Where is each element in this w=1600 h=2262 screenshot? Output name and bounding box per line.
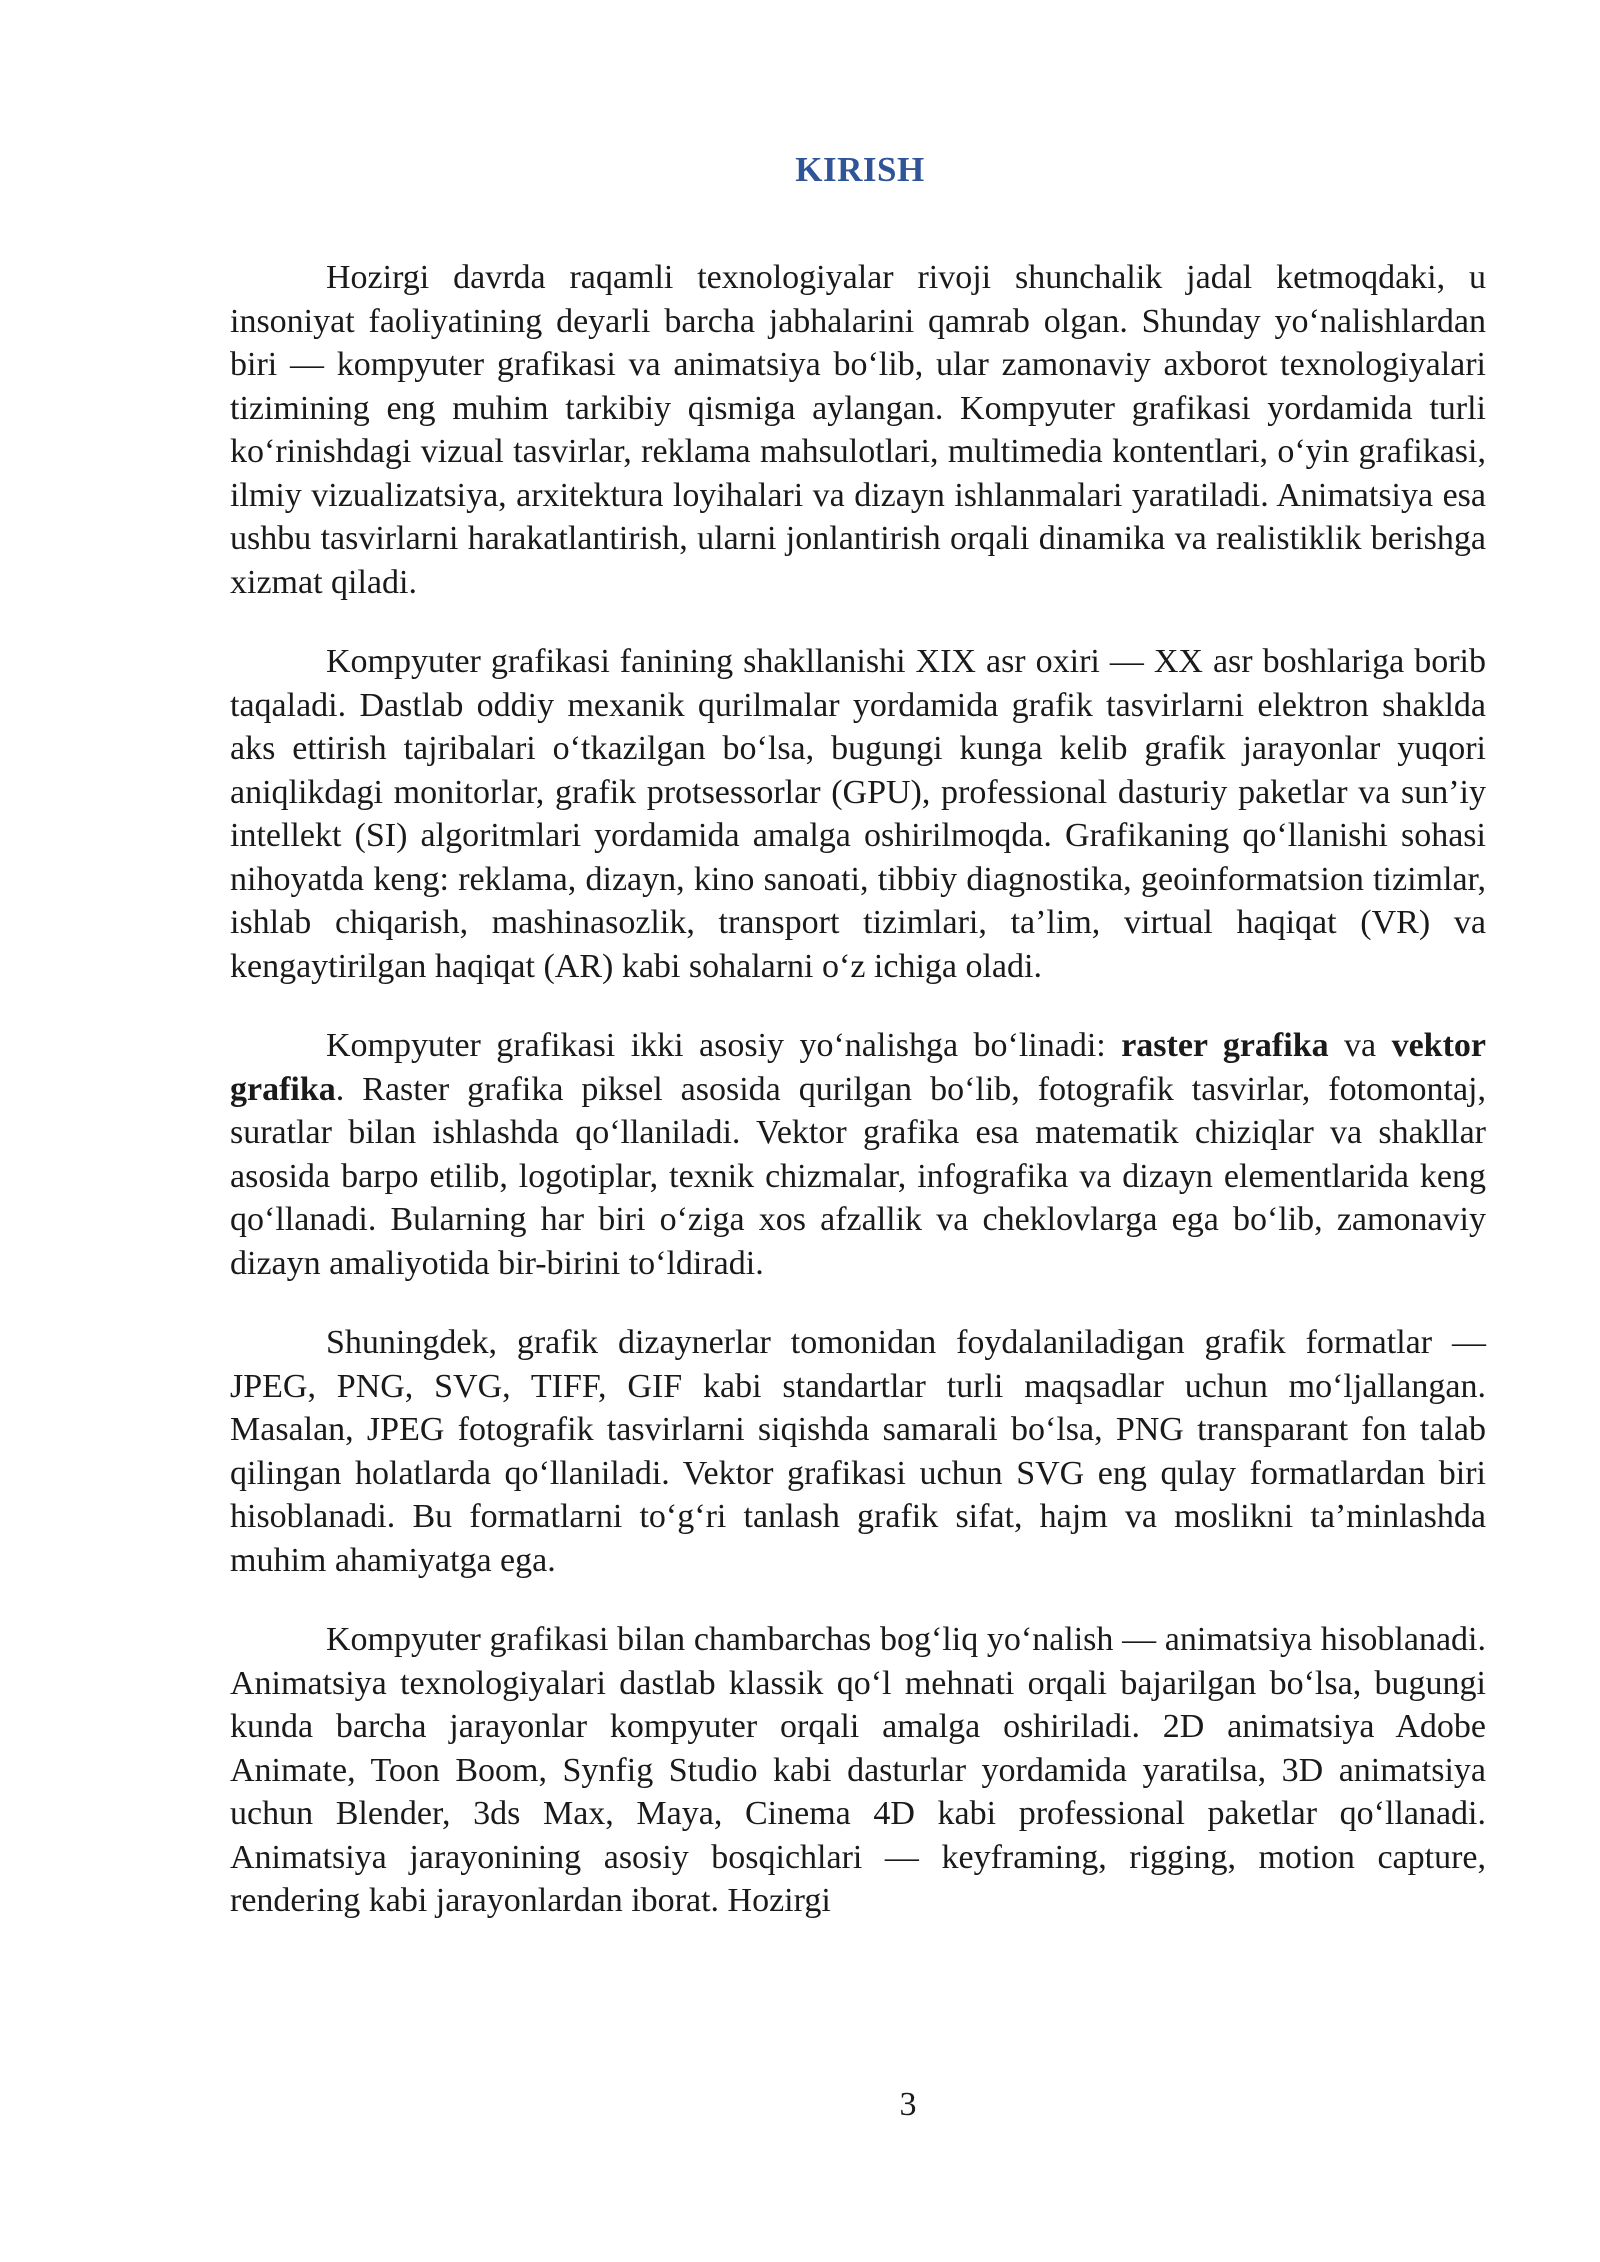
- paragraph-2: Kompyuter grafikasi fanining shakllanishi XIX asr oxiri — XX asr boshlariga borib taqaladi. Dastlab oddiy mexanik qurilmalar yordamida grafik tasvirlarni elektron shaklda aks ettirish tajribalari o‘tkazilgan bo‘lsa, bugungi kunga kelib grafik jarayonlar yuqori aniqlikdagi monitorlar, grafik protsessorlar (GPU), professional dasturiy paketlar va sun’iy intellekt (SI) algoritmlari yordamida amalga oshirilmoqda. Grafikaning qo‘llanishi sohasi nihoyatda keng: reklama, dizayn, kino sanoati, tibbiy diagnostika, geoinformatsion tizimlar, ishlab chiqarish, mashinasozlik, transport tizimlari, ta’lim, virtual haqiqat (VR) va kengaytirilgan haqiqat (AR) kabi sohalarni o‘z ichiga oladi.: [230, 643, 1486, 985]
- bold-term-raster: raster grafika: [1121, 1027, 1329, 1064]
- paragraph-1: Hozirgi davrda raqamli texnologiyalar rivoji shunchalik jadal ketmoqdaki, u insoniyat faoliyatining deyarli barcha jabhalarini qamrab olgan. Shunday yo‘nalishlardan biri — kompyuter grafikasi va animatsiya bo‘lib, ular zamonaviy axborot texnologiyalari tizimining eng muhim tarkibiy qismiga aylangan. Kompyuter grafikasi yordamida turli ko‘rinishdagi vizual tasvirlar, reklama mahsulotlari, multimedia kontentlari, o‘yin grafikasi, ilmiy vizualizatsiya, arxitektura loyihalari va dizayn ishlanmalari yaratiladi. Animatsiya esa ushbu tasvirlarni harakatlantirish, ularni jonlantirish orqali dinamika va realistiklik berishga xizmat qiladi.: [230, 259, 1486, 601]
- paragraph-5: Kompyuter grafikasi bilan chambarchas bog‘liq yo‘nalish — animatsiya hisoblanadi. Animatsiya texnologiyalari dastlab klassik qo‘l mehnati orqali bajarilgan bo‘lsa, bugungi kunda barcha jarayonlar kompyuter orqali amalga oshiriladi. 2D animatsiya Adobe Animate, Toon Boom, Synfig Studio kabi dasturlar yordamida yaratilsa, 3D animatsiya uchun Blender, 3ds Max, Maya, Cinema 4D kabi professional paketlar qo‘llanadi. Animatsiya jarayonining asosiy bosqichlari — keyframing, rigging, motion capture, rendering kabi jarayonlardan iborat. Hozirgi: [230, 1621, 1486, 1919]
- paragraph-3-mid: va: [1328, 1027, 1392, 1064]
- paragraph-3-end: . Raster grafika piksel asosida qurilgan bo‘lib, fotografik tasvirlar, fotomontaj, suratlar bilan ishlashda qo‘llaniladi. Vektor grafika esa matematik chiziqlar va shakllar asosida barpo etilib, logotiplar, texnik chizmalar, infografika va dizayn elementlarida keng qo‘llanadi. Bularning har biri o‘ziga xos afzallik va cheklovlarga ega bo‘lib, zamonaviy dizayn amaliyotida bir-birini to‘ldiradi.: [230, 1070, 1486, 1282]
- bold-term-vektor: vektor grafika: [230, 1027, 1487, 1108]
- document-body: [230, 256, 1486, 1959]
- page-title: KIRISH: [795, 150, 925, 189]
- page-number: 3: [899, 2086, 917, 2123]
- paragraph-4: Shuningdek, grafik dizaynerlar tomonidan foydalaniladigan grafik formatlar — JPEG, PNG, SVG, TIFF, GIF kabi standartlar turli maqsadlar uchun mo‘ljallangan. Masalan, JPEG fotografik tasvirlarni siqishda samarali bo‘lsa, PNG transparant fon talab qilingan holatlarda qo‘llaniladi. Vektor grafikasi uchun SVG eng qulay formatlardan biri hisoblanadi. Bu formatlarni to‘g‘ri tanlash grafik sifat, hajm va moslikni ta’minlashda muhim ahamiyatga ega.: [230, 1324, 1486, 1579]
- paragraph-3: [230, 1024, 1486, 1285]
- paragraph-3-start: Kompyuter grafikasi ikki asosiy yo‘nalishga bo‘linadi:: [326, 1027, 1122, 1064]
